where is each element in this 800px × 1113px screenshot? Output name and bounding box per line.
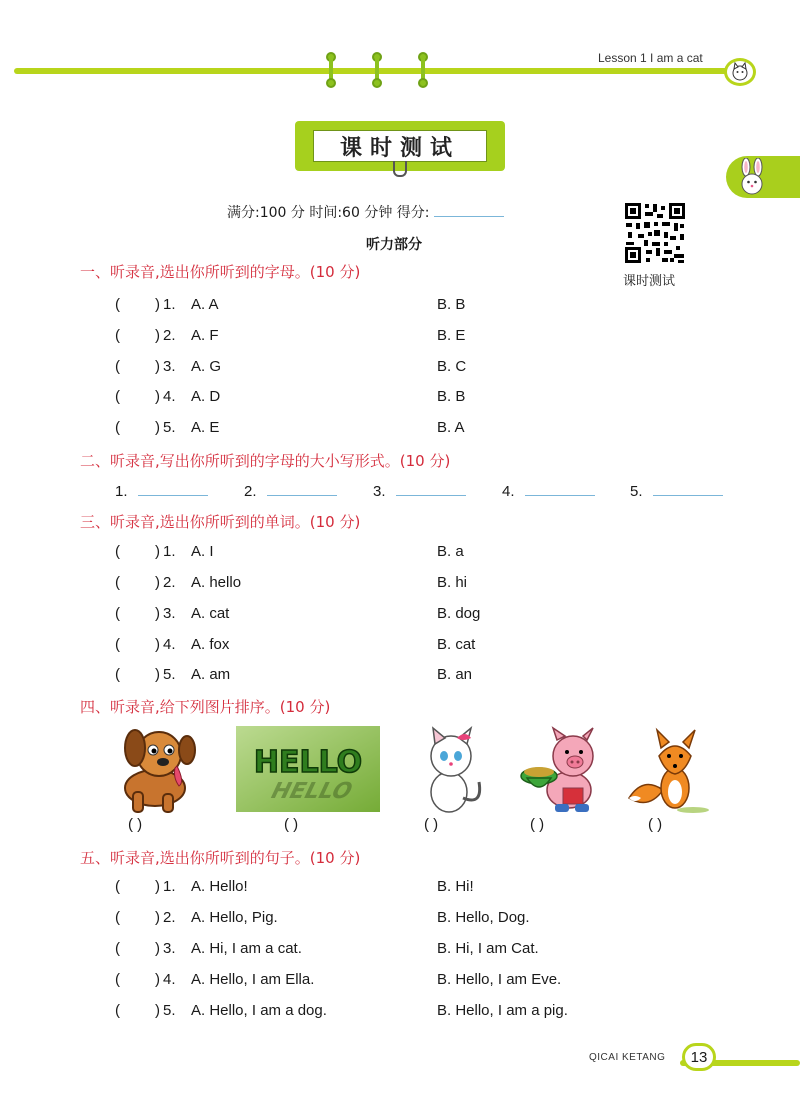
question-row: ( ) 5. A. Hello, I am a dog. B. Hello, I am a pig. (115, 1002, 568, 1019)
question-row: ( ) 2. A. F B. E (115, 327, 466, 344)
binder-ring-icon (372, 52, 382, 88)
option-b: B. hi (437, 574, 468, 591)
option-b: B. cat (437, 636, 476, 653)
section-title: 一、听录音,选出你所听到的字母。(10 分) (80, 263, 361, 281)
picture-answer[interactable]: ( ) (530, 816, 545, 833)
question-row: ( ) 3. A. cat B. dog (115, 605, 481, 622)
fox-picture (623, 726, 715, 816)
banner-hanger (393, 161, 407, 177)
fill-item: 3. (373, 482, 466, 500)
picture-answer[interactable]: ( ) (128, 816, 143, 833)
question-row: ( ) 1. A. A B. B (115, 296, 466, 313)
answer-blank[interactable] (396, 482, 466, 496)
score-line (227, 202, 504, 222)
listening-heading: 听力部分 (366, 237, 422, 253)
binder-ring-icon (418, 52, 428, 88)
hello-reflection: HELLO (266, 779, 357, 804)
qr-code-icon[interactable] (624, 202, 686, 264)
question-row: ( ) 3. A. Hi, I am a cat. B. Hi, I am Cat. (115, 940, 539, 957)
section-title: 三、听录音,选出你所听到的单词。(10 分) (80, 513, 361, 531)
option-b: B. A (437, 419, 465, 436)
question-row: ( ) 2. A. Hello, Pig. B. Hello, Dog. (115, 909, 530, 926)
page-number: 13 (682, 1043, 716, 1071)
option-b: B. Hi! (437, 878, 474, 895)
option-a: A. F (191, 327, 219, 344)
option-b: B. B (437, 388, 466, 405)
option-b: B. a (437, 543, 464, 560)
option-b: B. dog (437, 605, 481, 622)
cat-picture (413, 726, 493, 816)
section-title: 五、听录音,选出你所听到的句子。(10 分) (80, 849, 361, 867)
question-row: ( ) 2. A. hello B. hi (115, 574, 468, 591)
cat-badge-icon (724, 58, 756, 86)
option-a: A. Hello, Pig. (191, 909, 278, 926)
question-row: ( ) 4. A. Hello, I am Ella. B. Hello, I am Eve. (115, 971, 562, 988)
fill-item: 4. (502, 482, 595, 500)
option-a: A. E (191, 419, 220, 436)
question-row: ( ) 4. A. fox B. cat (115, 636, 476, 653)
lesson-label: Lesson 1 I am a cat (598, 51, 703, 65)
picture-answer[interactable]: ( ) (284, 816, 299, 833)
question-row: ( ) 4. A. D B. B (115, 388, 466, 405)
hello-text: HELLO (253, 745, 363, 780)
dog-picture (105, 726, 205, 816)
question-row: ( ) 1. A. Hello! B. Hi! (115, 878, 474, 895)
question-row: ( ) 3. A. G B. C (115, 358, 467, 375)
option-a: A. Hello, I am Ella. (191, 971, 315, 988)
section-title: 二、听录音,写出你所听到的字母的大小写形式。(10 分) (80, 452, 451, 470)
score-blank[interactable] (434, 203, 504, 217)
option-a: A. G (191, 358, 222, 375)
option-b: B. Hello, I am a pig. (437, 1002, 568, 1019)
option-b: B. Hello, Dog. (437, 909, 530, 926)
picture-answer[interactable]: ( ) (424, 816, 439, 833)
rabbit-icon (734, 158, 770, 196)
answer-blank[interactable] (267, 482, 337, 496)
option-a: A. fox (191, 636, 230, 653)
score-text: 满分:100 分 时间:60 分钟 得分: (227, 205, 430, 221)
option-b: B. Hi, I am Cat. (437, 940, 539, 957)
option-a: A. cat (191, 605, 230, 622)
answer-blank[interactable] (525, 482, 595, 496)
fill-item: 2. (244, 482, 337, 500)
option-b: B. Hello, I am Eve. (437, 971, 562, 988)
option-a: A. hello (191, 574, 242, 591)
question-row: ( ) 5. A. E B. A (115, 419, 465, 436)
option-a: A. am (191, 666, 231, 683)
option-a: A. I (191, 543, 214, 560)
option-a: A. Hi, I am a cat. (191, 940, 302, 957)
option-a: A. Hello, I am a dog. (191, 1002, 327, 1019)
fill-item: 5. (630, 482, 723, 500)
side-tab (726, 156, 800, 198)
option-b: B. C (437, 358, 467, 375)
hello-picture (236, 726, 380, 812)
page-title: 课时测试 (313, 130, 487, 162)
option-b: B. E (437, 327, 466, 344)
binder-ring-icon (326, 52, 336, 88)
option-a: A. D (191, 388, 221, 405)
question-row: ( ) 1. A. I B. a (115, 543, 464, 560)
fill-item: 1. (115, 482, 208, 500)
option-a: A. Hello! (191, 878, 248, 895)
picture-answer[interactable]: ( ) (648, 816, 663, 833)
answer-blank[interactable] (653, 482, 723, 496)
question-row: ( ) 5. A. am B. an (115, 666, 473, 683)
section-title: 四、听录音,给下列图片排序。(10 分) (80, 698, 331, 716)
answer-blank[interactable] (138, 482, 208, 496)
option-b: B. an (437, 666, 473, 683)
option-b: B. B (437, 296, 466, 313)
footer-brand: QICAI KETANG (589, 1052, 666, 1063)
pig-picture (517, 726, 605, 816)
option-a: A. A (191, 296, 219, 313)
qr-label: 课时测试 (623, 274, 676, 289)
